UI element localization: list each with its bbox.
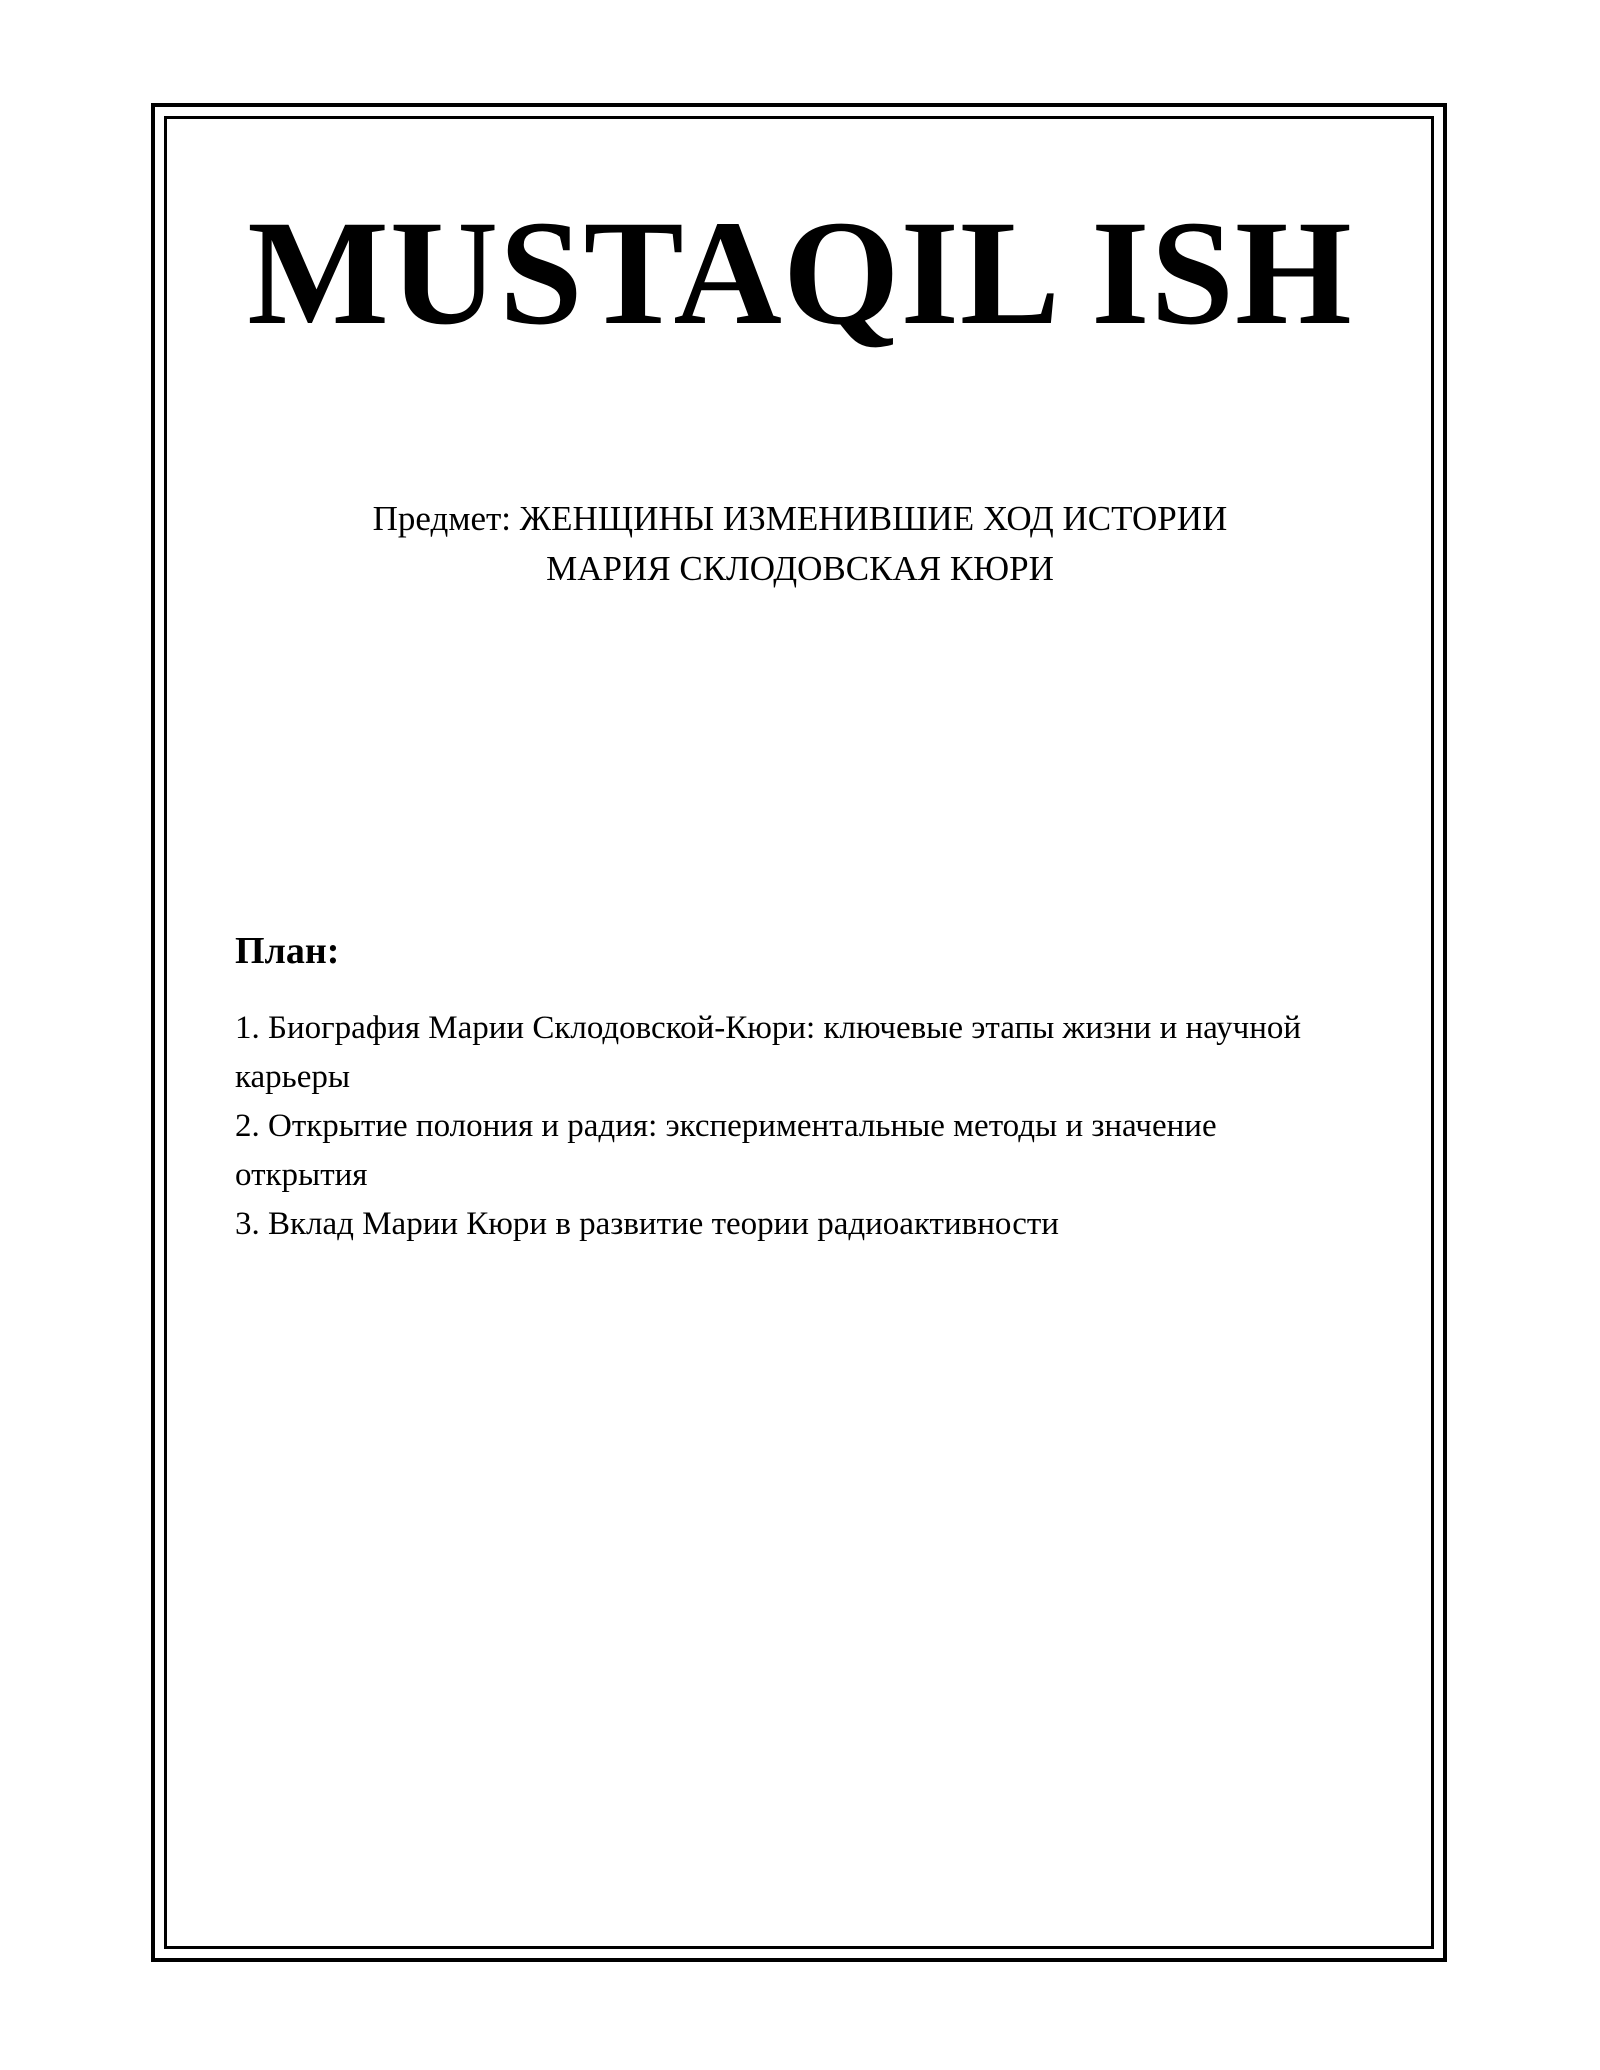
document-title: MUSTAQIL ISH xyxy=(247,190,1353,356)
plan-item: 1. Биография Марии Склодовской-Кюри: ключевые этапы жизни и научной карьеры xyxy=(235,1010,1302,1095)
plan-item: 2. Открытие полония и радия: экспериментальные методы и значение открытия xyxy=(235,1108,1217,1193)
topic-line: МАРИЯ СКЛОДОВСКАЯ КЮРИ xyxy=(546,549,1054,588)
plan-item: 3. Вклад Марии Кюри в развитие теории радиоактивности xyxy=(235,1206,1059,1242)
subject-block xyxy=(0,494,1600,594)
plan-list xyxy=(235,1004,1355,1249)
subject-line: Предмет: ЖЕНЩИНЫ ИЗМЕНИВШИЕ ХОД ИСТОРИИ xyxy=(372,499,1228,538)
plan-heading: План: xyxy=(235,930,340,972)
